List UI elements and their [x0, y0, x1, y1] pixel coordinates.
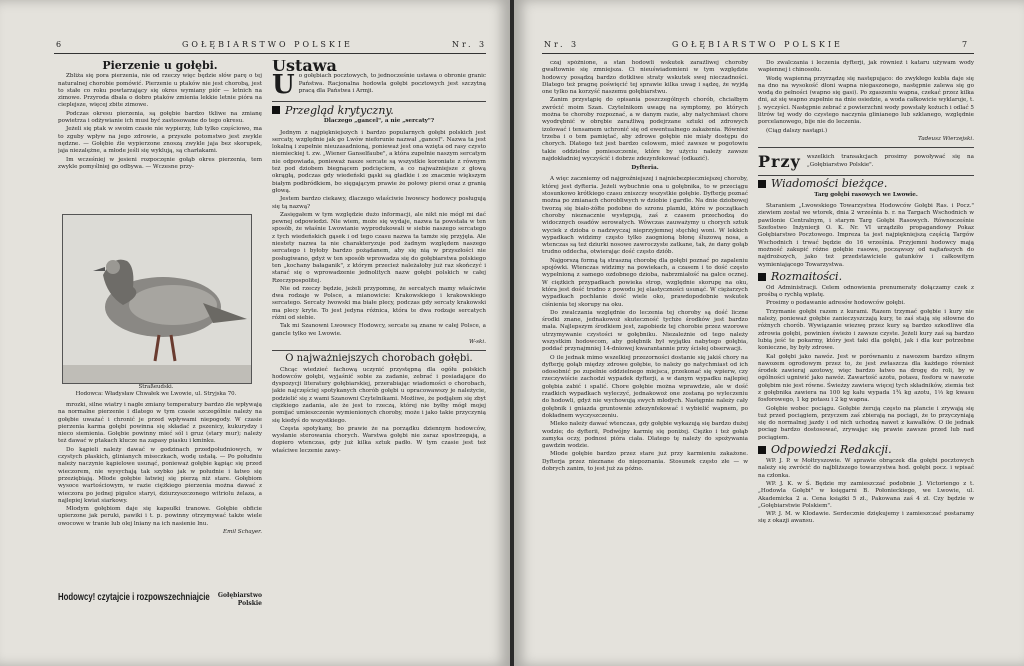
ustawa-text: o gołębiach pocztowych, to jednocześnie ustawa o obronie granic Państwa. Racjonalna hodowla gołębi pocztowych jest szczytną pracą dla Państwa i Armji.	[298, 73, 486, 94]
ad-slogan: Hodowcy! czytajcie i rozpowszechniajcie	[58, 592, 210, 603]
paragraph: Młodym gołębiom daje się kapsułki tranowe. Gołębie obficie upierzone jak peruki, pawiki i t. p. powinny otrzymywać także wiele owocowe w tranie lub olej lniany na ich nasienie lnu.	[58, 506, 262, 527]
paragraph: Kał gołębi jako nawóz. Jest w porównaniu z nawozem bardzo silnym nawozem ogrodowym przez to, że jest zwłaszcza dla każdego również środek zawieraj azotowy, więc bardzo łatwo na drogę do roli, by w ogólności ugniwić jako nawóz. Zawartość azotu, potasu, fosforu w nawozie gołębim nie jest równe. Świeżzy zawiera więcej tych składników, ziemia też z gołębnika zawiera na 100 kg kału wypada 1¾ kg azotu, 1⅓ kg kwasu fosforowego, 1 kg potasu i 2 kg wapna.	[758, 353, 974, 404]
paragraph: Jednym z najpiękniejszych i bardzo popularnych gołębi polskich jest sercaty, względnie jak go Lwów nieforunie nazwał „gancel". Nazwa ta jest lokalną i zupełnie nieuzasadnioną, ponieważ jest ona wzięta od rasy czysto niemieckiej t. zw. „Wiener Ganselfaube", a która zupełnie naszym sercatym nie odpowiada, ponieważ nasze sercate są wszystkie koroniate z równym też pod dziobem biegnącem podcięciem, a co najważniejsze z głową okrągłą, podczas gdy wiedeński gąski są gładkie i ze znacznie większym białym podbródkiem, bo sięgającym prawie że połowy piersi oraz z granią głową.	[272, 129, 486, 194]
article-title: Pierzenie u gołębi.	[102, 60, 218, 72]
divider	[272, 350, 486, 351]
pigeon-photo	[62, 214, 252, 384]
article-column-4	[758, 60, 974, 620]
subtitle: Dyfteria.	[631, 165, 659, 172]
article-column-1	[58, 60, 262, 212]
paragraph: Jeżeli się ptak w swoim czasie nie wypierzy, lub tylko częściowo, ma to zguby wpływ na jego zdrowie, a przyszłe potomstwo jest zwykle nędzne. — Gołębie źle wypierzone znoszą zwykle jaja bez skorupek, jaja niezalężne, a młode jeśli się wyklują, są charłakami.	[58, 126, 262, 155]
signature: W-ski.	[468, 338, 486, 345]
running-title: GOŁĘBIARSTWO POLSKIE	[672, 40, 843, 49]
paragraph: Do zwalczania i leczenia dyfterji, jak również i kataru używam wody wapiennej i chinosolu.	[758, 60, 974, 74]
running-title: GOŁĘBIARSTWO POLSKIE	[182, 40, 353, 49]
paragraph: Gołębie wobec pociągu. Gołębie żerują często na plancie i zrywają się tuż przed pociągiem, przyczem zaś zbierają na pociągi, że to przyczyniają się do normalnej jazdy i od nich uchodzą nawet z kawałków. O ile jednak pociąg bardzo dostosować, zrywając się prawie zawsze przed lub nad pociągiem.	[758, 405, 974, 441]
right-page	[514, 0, 1024, 666]
article-column-3	[542, 60, 748, 620]
ustawa-title: Ustawa	[272, 60, 337, 75]
paragraph: A więc zaczniemy od najgroźniejszej i najniebezpieczniejszej choroby, której jest dyfteria. Jeżeli wybuchnie ona u gołębnika, to w przeciągu stosunkowo krótkiego czasu zniszczy wszystkie gołębie. Dyfterję poznać można po zmianach chorobliwych w dziobie i gardle. Na dnie dziobowej tworzą się biało-żółte podobne do szronu plamki, które w początkach choroby nieznacznie występują, zaś z czasem przechodzą do widocznych osadów serowatych. Wówczas zauważymy u chorych sztuk wyciek z dzioba o nadzwyczaj nieprzyjemnej stęchłej woni. W lekkich wypadkach widzimy często tylko zaognioną błonę śluzową nosa, a wtenczas są też dziurki nosowe zawroczyste zatkane, tak, że dany gołąb trudno oddecha, otwierając dość często dziób.	[542, 176, 748, 256]
signature: Tadeusz Wierzejski.	[918, 135, 974, 142]
paragraph: WP. J. M. w Kłodawie. Serdecznie dziękujemy i zamieszczać postaramy się z okazji awansu.	[758, 511, 974, 525]
subtitle: Targ gołębi rasowych we Lwowie.	[814, 191, 918, 198]
paragraph: Jestem bardzo ciekawy, dlaczego właściwie lwowscy hodowcy posługują się tą nazwą?	[272, 196, 486, 210]
notice-keyword: Przy	[758, 151, 801, 171]
paragraph: (Ciąg dalszy nastąpi.)	[766, 127, 828, 134]
issue-number: Nr. 3	[452, 40, 488, 49]
paragraph: Do kąpieli należy dawać w godzinach przedpołudniowych, w czystych płaskich, glinianych miseczkach, wodę ustałą. — Po południu należy naczynie kąpielowe usunąć, ponieważ gołębie kąpiąc się przed wieczorem, nie wysychają tak szybko jak w południe i łatwo się przeziębiają. Młode gołębie łatwiej się pierzą niż stare. Gołębiom wysoce wartościowym, w razie ciężkiego pierzenia można dawać z wieczora po jednej pigułce staryi, dziurzyszczonego witriolu żelaza, a najlepiej kwiat siarkowy.	[58, 446, 262, 504]
paragraph: czaj spóźnione, a stan hodowli wskutek zaraźliwej choroby gwałtownie się zmniejsza. Ci nieuświadomieni w tym względzie hodowcy posądzą bardzo dotkliwe straty wskutek swej nieczadności. Dlatego też pragnę poświęcić tej sprawie kilka uwag i sądzę, że wyjdą one tylko na korzyść naszemu gołębiarstwu.	[542, 60, 748, 96]
ad-brand	[218, 592, 262, 608]
page-number: 6	[56, 40, 65, 49]
paragraph: Najgorszą formą tą straszną chorobę dla gołębi poznać po zapaleniu spojówki. Wtenczas widzimy na powiekach, a czasem i to dość często wypełnioną z samego ozdobnego dzioba, nabrzmiałość na gałce ocznej. W ciężkich przypadkach powieka strop, względnie skorupę na oku, która jest dość trudno z powodu jej elastyczności usunąć. W ciężarzych wypadkach pochłanie dość wiele oko, prawdopodobnie wskutek ciśnienia tej skorupy na oku.	[542, 257, 748, 308]
ad-brand-line: Polskie	[237, 600, 262, 607]
notice-text: wszelkich transakcjach prosimy powoływać się na „Gołębiarstwo Polskie".	[806, 154, 974, 168]
section-title-text: Przegląd krytyczny.	[285, 103, 394, 117]
section-title-text: Odpowiedzi Redakcji.	[771, 443, 892, 457]
paragraph: Do zwalczania względnie do leczenia tej choroby są dość liczne środki znane, jednakowoż skuteczność tychże środków jest bardzo mała. Najlepszym środkiem jest, zapobiedz tej chorobie przez wzorowe utrzymywanie czystości w gołębniku. Niezależnie od tego należy wszystkim hodowcom, aby gołębnik był wyjątku nabytego gołębia, poddać przynajmniej 14-dniowej kwarantannie przy ścisłej obserwacji.	[542, 309, 748, 353]
paragraph: Zanim przystąpię do opisania poszczególnych chorób, chciałbym zwrócić moim Szan. Czytelnikom uwagę na symptomy, po których można te choroby rozpoznać, a w danym razie, aby natychmiast chore wyodrębnić w obrębie zaraźliwą podejrzane sztuki od zdrowych izolować i tensamem uchronić się od ewentualnego zakażenia. Również trzeba i o tem pamiętać, aby zdrowe gołębie nie miały dostępu do chorych. Dlatego też jest bardzo celowem, mieć zawsze w pogotowiu takie oddzielne pomieszczenie, które by użyciu należy zawsze najdokładniej wyczyścić i dobrze zdezynfekować (odkazić).	[542, 97, 748, 162]
divider	[758, 175, 974, 176]
paragraph: Mleko należy dawać wtenczas, gdy gołębie wykazują się bardzo dużej wodzie; do dyfterii, Podwójny karmię się poniżej. Ciężko i też gołąb zamyka oczy, podnosi pióra ciała. Dlatego tę należy do spożywania gawdzin wodzie.	[542, 421, 748, 450]
notice-box	[758, 151, 974, 171]
section-title	[758, 270, 974, 284]
paragraph: WP. J. K. w Ś. Będzie my zamieszczać podobnie J. Victoriengo z t. „Hodowla Gołębi" w księgarni B. Połonieckiego, we Lwowie, ul. Akademicka 2 a. Cena książki 5 zł., Pakowana zaś 4 zł. Czy będzie w „Gołębiarstwie Polskiem".	[758, 480, 974, 509]
drop-cap: U	[272, 70, 295, 101]
section-title	[758, 443, 974, 457]
divider	[272, 101, 486, 102]
article-column-2	[272, 60, 486, 620]
paragraph: Trzymanie gołębi razem z kurami. Razem trzymać gołębie i kury nie należy, ponieważ gołębie zanieczyszczają kury, te zaś stają się siłowne do różnych chorób. Wywiązanie wiezwę przez kury są bardzo szkodliwe dla zdrowia gołębi, powinien świeżo i zawsze czyste. Jeżeli kury zaś są bardzo lubią jeść te pokarmy, który jest taki dla gołębi, jak i dla kur potrzebne konieczne, by były zdrowe.	[758, 308, 974, 352]
paragraph: Wodę wapienną przyrządzę się następująco: do zwykłego kubła daje się na dno na wysokość dłoni wapna niegaszonego, następnie zalewa się go wodą do pełności (wapno się gasi). Po zgaszeniu wapna, czekać przez kilka dni, aż się wapno zupełnie na dnie osiedzie, a woda całkowicie wyklaruje, t. j. wyczyści. Następnie zebrać z powierzchni wody powstały kożuch i odlać 5 litrów tej wody do czystego naczynia glinianego lub szklanego, względnie porcelanowego, bije nie do leczenia.	[758, 75, 974, 126]
paragraph: O ile jednak mimo wszelkiej przezorności dostanie się jakiś chory na dyfterję gołąb między zdrowe gołębie, to należy go natychmiast od ich odosobnić po zupełnie oddzielnego miejsca, przekonać się wpierw, czy rzeczywiście zachodzi wypadek dyfterji, a w danym wypadku najlepiej gołębia zabić i spalić. Chore gołębie można wprawdzie, ale w dość rzadkich wypadkach wyleczyć, jednakowoż one zostaną po wyleczeniu do hodowli, gdyż nie wychowują swych młodych. Następnie należy cały gołębnik i gniazda gruntownie zdezynfekować i wybielić wapnem, po dokładnem wyczyszczeniu.	[542, 354, 748, 419]
left-page	[0, 0, 510, 666]
paragraph: Im wcześniej w jesieni rozpoczęnie gołąb okres pierzenia, tem zwykle pomyślniej go odbywa. — Wczesne przy-	[58, 156, 262, 170]
paragraph: Od Administracji. Celem odnowienia prenumeraty dołączamy czek z prośbą o rychłą wpłatę.	[758, 284, 974, 299]
page-number: 7	[962, 40, 971, 49]
paragraph: Częsta spotykany, bo prawie że na porządku dziennym hodowców, wysłanie sterowania chorych. Warstwa gołębi nie zaraz spostrzegają, a dopiero wtenczas, gdy już kilka sztuk padło. W tym czasie jest też właściwe leczenie zawy-	[272, 425, 486, 454]
paragraph: Podczas okresu pierzenia, są gołębie bardzo tkliwe na zmianę powietrza i odżywianie ich musi być zastosowane do tego okresu.	[58, 110, 262, 125]
paragraph: Młode gołębie bardzo przez stare już przy karmieniu zakażone. Dyfterja przez nieznane do niepoznania. Stosunek często złe — w dobrych zanim, to jest już za późno.	[542, 451, 748, 473]
paragraph: Staraniem „Lwowskiego Towarzystwa Hodowców Gołębi Ras. i Pocz." ziewiem został we wtorek, dnia 2 września b. r. na Targach Wschodnich w pawilonie Centralnym, i starym Targ Gołębi Rasowych. Równocześnie Szefostwo Inżynierji O. K. Nr. VI urządziło propagandowy Pokaz Gołębiarstwo Pocztowego. Impreza ta jest najpiękniejszą częścią Targów Wschodnich i trwać będzie do 16 września. Przyjemni hodowcy mają możność zakupić różne gołębie rasowe, począwszy od najtańszych do najdroższych, jako też przedstawiciele gatunków i całkowitym wymieniającego Towarzystwa.	[758, 203, 974, 268]
section-title: O najważniejszych chorobach gołębi.	[285, 353, 473, 365]
caption-line: Hodowca: Władysław Chwałek we Lwowie, ul. Stryjska 70.	[75, 391, 237, 397]
paragraph: WP. J. P. w Mołtryszowie. W sprawie obrączek dla gołębi pocztowych należy się zwrócić do najbliższego towarzystwa hod. gołębi pocz. i wpisać na członka.	[758, 458, 974, 479]
square-bullet-icon	[758, 180, 766, 188]
header-rule	[54, 53, 486, 54]
square-bullet-icon	[758, 446, 766, 454]
signature: Emil Schayer.	[223, 529, 262, 536]
ad-brand-line: Gołębiarstwo	[217, 592, 262, 599]
paragraph: Zasięgałem w tym względzie dużo informacji, ale nikt nie mógł mi dać pewnej odpowiedzi. Nie wiem, może się wydaje, nazwa ta powstała w ten sposób, że właśnie Lwowianie wyprodukowali w siebie naszego sercatego z tych wiedeńskich gąsek i od tego czasu nazwa ta tamże się przyjęła. Ale niestety nazwa ta nie charakteryzuje pod żadnym względem naszego sercatego i byłoby bardzo pożądanem, aby się nią w przyszłości nie posługiwano, gdyż w ten sposób wprowadza się do gołębiarstwa polskiego ten „kochany bałaganik", z którym przecież należałoby już raz skończyć i starać się o wprowadzenie jednolitych nazw gołębi polskich w całej Rzeczypospolitej.	[272, 211, 486, 284]
section-title-text: Rozmaitości.	[771, 270, 843, 284]
ustawa-block	[272, 70, 486, 101]
paragraph: Tak mi Szanowni Lwowscy Hodowcy, sercate są znane w całej Polsce, a gancle tylko we Lwowie.	[272, 323, 486, 337]
section-title	[758, 177, 974, 191]
article-column-1-cont	[58, 402, 262, 588]
issue-number: Nr. 3	[544, 40, 580, 49]
photo-caption	[58, 384, 254, 398]
subtitle: Dlaczego „gancel", a nie „sercaty"?	[323, 118, 435, 125]
paragraph: Chcąc wiedzieć fachową uczynić przystępną dla ogółu polskich hodowców gołębi, wyjaśnić sobie za zadanie, zebrać i posiadające do dyspozycji literatury gołębiarskiej, przerabiając wiadomości o chorobach, jakie najczęściej spotykanych chorób gołębi u opracowawszy je należycie, podzielić się z wami Szanowni Czytelnikami. Możliwe, że podjąłem się zbyt ciężkiego zadania, ale że jest to rzeczą, której nie byłby mógł mojej pomijać umieszczenie wymienionych choroby, może i jako takie przyczynią się kiedyś do wszystkiego.	[272, 366, 486, 424]
section-title-text: Wiadomości bieżące.	[771, 177, 888, 191]
caption-line: Straßeudski.	[138, 384, 174, 390]
square-bullet-icon	[272, 106, 280, 114]
square-bullet-icon	[758, 273, 766, 281]
paragraph: mrozki, silne wiatry i nagłe zmiany temperatury bardzo źle wpływają na normalne pierzenie i dlatego w tym czasie szczególnie należy na gołębie uważać i chronić je przed wpływami niepogody. W czasie pierzenia karma gołębi powinna się składać z pszenicy, kukurydzy i nieco siemienia. Gołębie powinny mieć sól i gruz (stary mur); należy też dawać w ptakach klucze na zapasy piasku i kminku.	[58, 402, 262, 445]
paragraph: Nie od rzeczy będzie, jeżeli przypomnę, że sercatych mamy właściwie dwa rodzaje w Polsce, a mianowicie: Krakowskiego i krakowskiego sercatego. Sercaty lwowski ma białe plecy, podczas gdy sercaty krakowski ma plecy kryte. To jest jedyna różnica, która te dwa rodzaje sercatych różni od siebie.	[272, 285, 486, 322]
divider	[758, 147, 974, 148]
header-rule	[542, 53, 974, 54]
section-title	[272, 103, 486, 117]
advertisement	[58, 592, 262, 614]
paragraph: Prosimy o podawanie adresów hodowców gołębi.	[766, 300, 906, 307]
paragraph: Zbliża się pora pierzenia, nie od rzeczy więc będzie słów parę o tej naturalnej chorobie pomówić. Pierzenie u ptaków nie jest chorobą, jest to stałe co roku powtarzający się okres wymiany piór — letnich na zimowe. Przyroda dbała o dobro ptaków zmienia lekkie letnie pióra na cieplejsze, więcej zbite zimowe.	[58, 73, 262, 109]
